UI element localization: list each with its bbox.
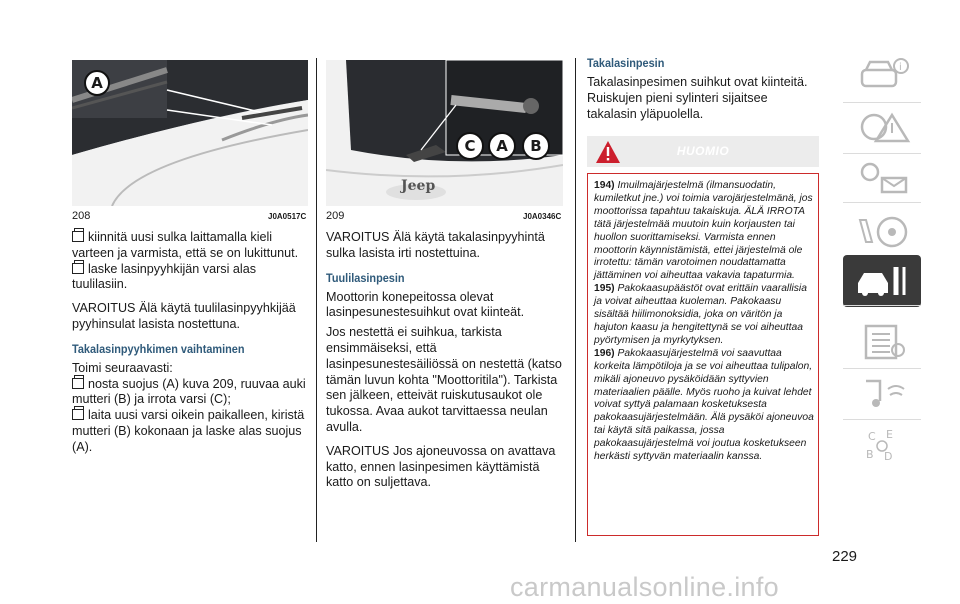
sidebar-item-multimedia[interactable] bbox=[843, 371, 921, 415]
rear-window-illustration bbox=[326, 60, 563, 206]
sidebar-item-airbag[interactable] bbox=[843, 154, 921, 198]
sidebar-item-specifications[interactable] bbox=[843, 320, 921, 364]
multimedia-icon bbox=[852, 373, 912, 413]
svg-text:E: E bbox=[886, 428, 893, 441]
section-heading: Takalasinpyyhkimen vaihtaminen bbox=[72, 341, 245, 356]
paragraph: Takalasinpesimen suihkut ovat kiinteitä. Ruiskujen pieni sylinteri sijaitsee takalasin yläpuolella. bbox=[587, 75, 808, 121]
dashboard-warning-icon bbox=[852, 107, 912, 147]
column-divider bbox=[575, 58, 576, 542]
bullet-icon bbox=[72, 263, 84, 274]
callout-b: B bbox=[522, 132, 550, 160]
list-item: laita uusi varsi oikein paikalleen, kiristä mutteri (B) kokonaan ja laske alas suojus (A). bbox=[72, 408, 305, 454]
bullet-icon bbox=[72, 378, 84, 389]
sidebar-item-dashboard-warning[interactable] bbox=[843, 105, 921, 149]
callout-a: A bbox=[488, 132, 516, 160]
svg-text:B: B bbox=[866, 448, 874, 461]
svg-text:D: D bbox=[884, 450, 893, 463]
bullet-icon bbox=[72, 409, 84, 420]
sidebar-divider bbox=[843, 368, 921, 369]
caution-text: VAROITUS Älä käytä tuulilasinpyyhkijää pyyhinsulat lasista nostettuna. bbox=[72, 301, 296, 331]
callout-c: C bbox=[456, 132, 484, 160]
sidebar-item-car-info[interactable] bbox=[843, 54, 921, 98]
index-icon bbox=[852, 424, 912, 464]
sidebar-divider bbox=[843, 419, 921, 420]
sidebar-item-index[interactable] bbox=[843, 422, 921, 466]
list-item: kiinnitä uusi sulka laittamalla kieli varteen ja varmista, että se on lukittunut. bbox=[72, 230, 299, 260]
page-number: 229 bbox=[832, 548, 858, 565]
warning-number: 195) bbox=[594, 283, 615, 295]
figure-209 bbox=[326, 60, 563, 206]
warning-number: 194) bbox=[594, 180, 615, 191]
sidebar-item-car-wrench[interactable] bbox=[843, 255, 921, 307]
callout-a: A bbox=[84, 70, 110, 96]
figure-208 bbox=[72, 60, 308, 206]
column-divider bbox=[316, 58, 317, 542]
warning-text: Imuilmajärjestelmä (ilmansuodatin, kumiletkut jne.) voi toimia varojärjestelmänä, jos moottorissa tapahtuu takaiskuja. ÄLÄ IRROTA tätä järjestelmää muutoin kuin korjausten tai huollon suorittamiseksi. Varmista ennen moottorin käynnistämistä, ettei järjestelmä ole irrotettu: tämän varotoimen noudattamatta jättäminen voi aiheuttaa vakavia tapaturmia. bbox=[594, 180, 813, 282]
sidebar-divider bbox=[843, 305, 921, 306]
caution-text: VAROITUS Jos ajoneuvossa on avattava katto, ennen lasinpesimen käyttämistä katto on suljettava. bbox=[326, 443, 556, 490]
list-item: nosta suojus (A) kuva 209, ruuvaa auki mutteri (B) ja irrota varsi (C); bbox=[72, 376, 306, 407]
paragraph: Moottorin konepeitossa olevat lasinpesunestesuihkut ovat kiinteät. bbox=[326, 289, 525, 320]
car-wrench-icon bbox=[852, 261, 912, 301]
svg-text:i: i bbox=[899, 62, 902, 73]
section-heading: Takalasinpesin bbox=[587, 56, 665, 70]
car-info-icon bbox=[852, 56, 912, 96]
svg-text:C: C bbox=[868, 430, 876, 443]
warning-item bbox=[594, 283, 814, 348]
bullet-icon bbox=[72, 231, 84, 242]
sidebar-divider bbox=[843, 202, 921, 203]
warning-item bbox=[594, 180, 814, 283]
list-item: laske lasinpyyhkijän varsi alas tuulilasiin. bbox=[72, 261, 256, 292]
intro-text: Toimi seuraavasti: bbox=[72, 360, 173, 375]
warning-number: 196) bbox=[594, 347, 615, 359]
sidebar-divider bbox=[843, 102, 921, 103]
figure-number: 209 bbox=[326, 210, 345, 222]
starting-driving-icon bbox=[852, 212, 912, 252]
specifications-icon bbox=[852, 322, 912, 362]
warning-text: Pakokaasupäästöt ovat erittäin vaarallisia ja voivat aiheuttaa kuoleman. Pakokaasu sisältää hiilimonoksidia, joka on väritön ja hajuton kaasu ja hengitettynä se voi aiheuttaa pyörtymisen ja myrkytyksen. bbox=[594, 283, 807, 346]
warning-box bbox=[587, 173, 819, 536]
watermark: carmanualsonline.info bbox=[510, 572, 779, 602]
figure-code: J0A0517C bbox=[268, 212, 307, 221]
warning-header bbox=[587, 136, 819, 167]
jeep-badge: Jeep bbox=[401, 178, 436, 194]
paragraph: Jos nestettä ei suihkua, tarkista ensimmäiseksi, että lasinpesunestesäiliössä on nestettä (katso tämän luvun kohta "Moottoritila"). Tarkista sen jälkeen, etteivät ruiskutusaukot ole tukossa. Avaa aukot tarvittaessa neulan avulla. bbox=[326, 325, 562, 434]
figure-code: J0A0346C bbox=[523, 212, 562, 221]
sidebar-item-starting-driving[interactable] bbox=[843, 210, 921, 254]
airbag-icon bbox=[852, 156, 912, 196]
warning-item bbox=[594, 348, 814, 464]
caution-text: VAROITUS Älä käytä takalasinpyyhintä sulka lasista irti nostettuina. bbox=[326, 230, 545, 260]
figure-number: 208 bbox=[72, 210, 91, 222]
warning-title: HUOMIO bbox=[676, 144, 730, 158]
warning-text: Pakokaasujärjestelmä voi saavuttaa korkeita lämpötiloja ja se voi aiheuttaa tulipalon, mikäli ajoneuvo pysäköidään syttyvien materiaalien päälle. Myös ruoho ja kuivat lehdet voivat syttyä palamaan kosketuksesta pakokaasujärjestelmään. Älä pysäköi ajoneuvoa tai käytä sitä paikassa, jossa pakokaasujärjestelmä voi joutua kosketukseen herkästi syttyvän materiaalin kanssa. bbox=[594, 347, 814, 463]
section-heading: Tuulilasinpesin bbox=[326, 270, 405, 285]
